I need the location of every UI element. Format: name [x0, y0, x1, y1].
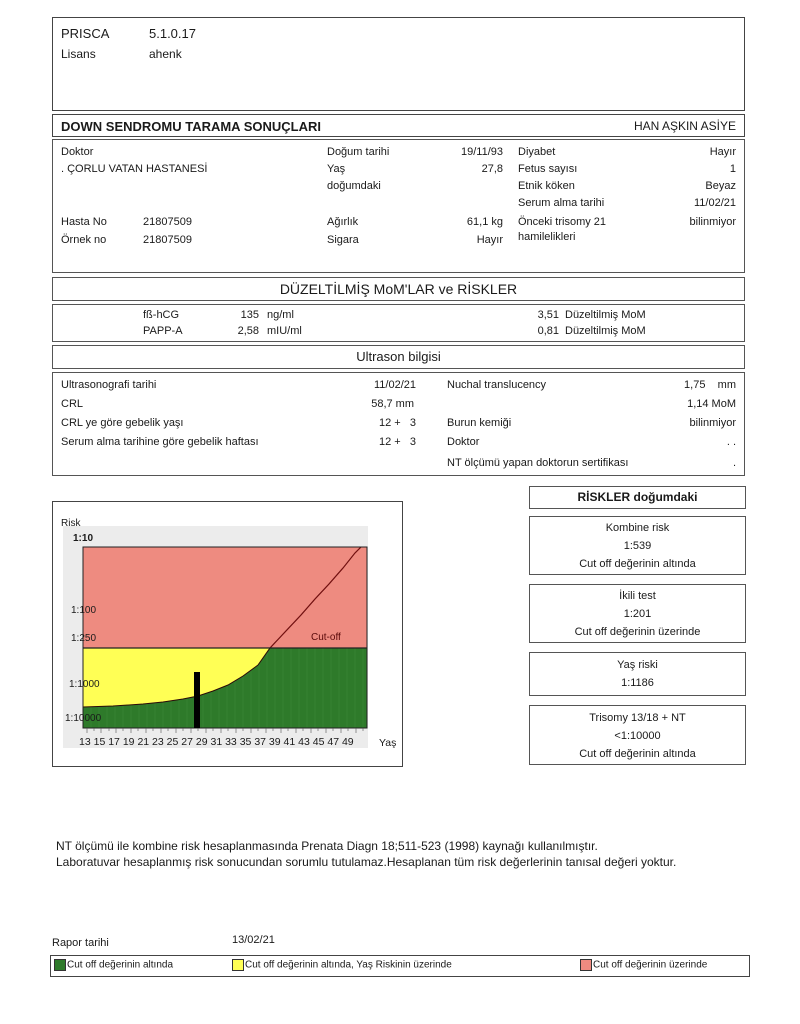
us-left-value: 12 + 3 [378, 436, 416, 448]
note-line-2: Laboratuvar hesaplanmış risk sonucundan sorumlu tutulamaz.Hesaplanan tüm risk değerlerinin tanısal değeri yoktur. [56, 855, 677, 869]
mom-value: 135 [240, 309, 259, 321]
us-right-value: . [732, 457, 736, 469]
fetus-label: Fetus sayısı [518, 163, 578, 175]
hasta-no-label: Hasta No [61, 216, 107, 228]
hasta-no-value: 21807509 [143, 216, 192, 228]
ultrasound-title: Ultrason bilgisi [356, 349, 441, 364]
us-right-label: Burun kemiği [447, 417, 512, 429]
risk-box-age [529, 652, 746, 696]
patient-risk-marker [194, 672, 200, 728]
doctor-label: Doktor [61, 146, 94, 158]
us-right-value: 1,14 MoM [687, 398, 736, 410]
report-title-bar [52, 114, 745, 137]
risks-title-bar [529, 486, 746, 509]
onceki-label-1: Önceki trisomy 21 [518, 216, 607, 228]
green-swatch-icon [54, 959, 66, 971]
risk-chart-panel [52, 501, 403, 767]
risk-value: 1:539 [623, 540, 652, 552]
y-tick-label: 1:1000 [69, 679, 100, 690]
cutoff-label: Cut-off [311, 632, 341, 643]
onceki-value: bilinmiyor [689, 216, 736, 228]
ultrasound-panel [52, 372, 745, 476]
legend-item-below-cutoff: Cut off değerinin altında [54, 959, 173, 971]
yas-value: 27,8 [481, 163, 503, 175]
agirlik-value: 61,1 kg [466, 216, 503, 228]
mom-marker: PAPP-A [143, 325, 183, 337]
mom-marker: fß-hCG [143, 309, 180, 321]
risk-name: Trisomy 13/18 + NT [589, 712, 686, 724]
us-left-value: 11/02/21 [373, 379, 416, 391]
risk-status: Cut off değerinin altında [579, 748, 696, 760]
us-right-value: bilinmiyor [689, 417, 736, 429]
report-title: DOWN SENDROMU TARAMA SONUÇLARI [61, 119, 321, 134]
risk-value: <1:10000 [614, 730, 661, 742]
us-left-label: Serum alma tarihine göre gebelik haftası [61, 436, 259, 448]
rapor-tarihi-label: Rapor tarihi [52, 937, 109, 949]
us-right-value: 1,75 mm [684, 379, 736, 391]
pink-swatch-icon [580, 959, 592, 971]
risk-box-combined [529, 516, 746, 575]
risk-name: İkili test [619, 590, 656, 602]
y-tick-label: 1:10000 [65, 713, 102, 724]
y-tick-label: 1:10 [73, 533, 94, 544]
legend-item-above-cutoff: Cut off değerinin üzerinde [580, 959, 707, 971]
risk-status: Cut off değerinin üzerinde [574, 626, 701, 638]
serum-label: Serum alma tarihi [518, 197, 605, 209]
us-right-label: NT ölçümü yapan doktorun sertifikası [447, 457, 629, 469]
agirlik-label: Ağırlık [327, 216, 359, 228]
yas-sub-label: doğumdaki [327, 180, 381, 192]
dogum-tarihi-label: Doğum tarihi [327, 146, 390, 158]
legend-item-below-cutoff-above-age: Cut off değerinin altında, Yaş Riskinin üzerinde [232, 959, 452, 971]
y-tick-label: 1:250 [71, 633, 97, 644]
rapor-tarihi-value: 13/02/21 [232, 934, 275, 946]
license-value: ahenk [149, 47, 182, 61]
mom-mom-label: Düzeltilmiş MoM [565, 325, 646, 337]
mom-panel [52, 304, 745, 342]
risks-title: RİSKLER doğumdaki [577, 490, 698, 504]
us-left-label: CRL ye göre gebelik yaşı [61, 417, 184, 429]
risk-status: Cut off değerinin altında [579, 558, 696, 570]
sigara-label: Sigara [327, 234, 359, 246]
onceki-label-2: hamilelikleri [518, 231, 576, 243]
etnik-value: Beyaz [705, 180, 736, 192]
header-panel [52, 17, 745, 111]
doctor-value: . ÇORLU VATAN HASTANESİ [61, 163, 208, 175]
yellow-swatch-icon [232, 959, 244, 971]
mom-title: DÜZELTİLMİŞ MoM'LAR ve RİSKLER [279, 281, 518, 297]
serum-value: 11/02/21 [693, 197, 736, 209]
dogum-tarihi-value: 19/11/93 [460, 146, 503, 158]
app-version: 5.1.0.17 [149, 26, 196, 41]
ultrasound-title-bar [52, 345, 745, 369]
us-right-label: Doktor [447, 436, 480, 448]
x-axis-title: Yaş [379, 737, 397, 749]
license-label: Lisans [61, 47, 96, 61]
us-left-value: 12 + 3 [378, 417, 416, 429]
mom-title-bar [52, 277, 745, 301]
us-left-label: Ultrasonografi tarihi [61, 379, 157, 391]
legend-bar [50, 955, 750, 977]
diyabet-value: Hayır [709, 146, 736, 158]
patient-info-panel [52, 139, 745, 273]
y-tick-label: 1:100 [71, 605, 97, 616]
risk-value: 1:1186 [621, 677, 654, 689]
mom-unit: mIU/ml [267, 325, 302, 337]
risk-box-double-test [529, 584, 746, 643]
us-right-label: Nuchal translucency [447, 379, 547, 391]
x-tick-labels: 13 15 17 19 21 23 25 27 29 31 33 35 37 39 41 43 45 47 49 [79, 736, 354, 748]
us-right-value: . . [726, 436, 736, 448]
risk-name: Kombine risk [605, 522, 670, 534]
us-left-label: CRL [61, 398, 84, 410]
patient-name: HAN AŞKIN ASİYE [633, 119, 736, 133]
mom-mom: 0,81 [537, 325, 559, 337]
mom-value: 2,58 [237, 325, 259, 337]
risk-value: 1:201 [623, 608, 652, 620]
note-line-1: NT ölçümü ile kombine risk hesaplanmasında Prenata Diagn 18;511-523 (1998) kaynağı kullanılmıştır. [56, 839, 598, 853]
etnik-label: Etnik köken [518, 180, 575, 192]
diyabet-label: Diyabet [518, 146, 556, 158]
fetus-value: 1 [729, 163, 736, 175]
us-left-value: 58,7 mm [371, 398, 414, 410]
risk-chart [53, 502, 404, 768]
risk-box-trisomy-13-18 [529, 705, 746, 765]
app-name: PRISCA [61, 26, 110, 41]
ornek-no-value: 21807509 [143, 234, 192, 246]
mom-unit: ng/ml [267, 309, 294, 321]
sigara-value: Hayır [476, 234, 503, 246]
mom-mom: 3,51 [537, 309, 559, 321]
y-axis-title: Risk [61, 518, 81, 529]
mom-mom-label: Düzeltilmiş MoM [565, 309, 646, 321]
risk-name: Yaş riski [617, 659, 658, 671]
ornek-no-label: Örnek no [61, 234, 107, 246]
yas-label: Yaş [327, 163, 346, 175]
